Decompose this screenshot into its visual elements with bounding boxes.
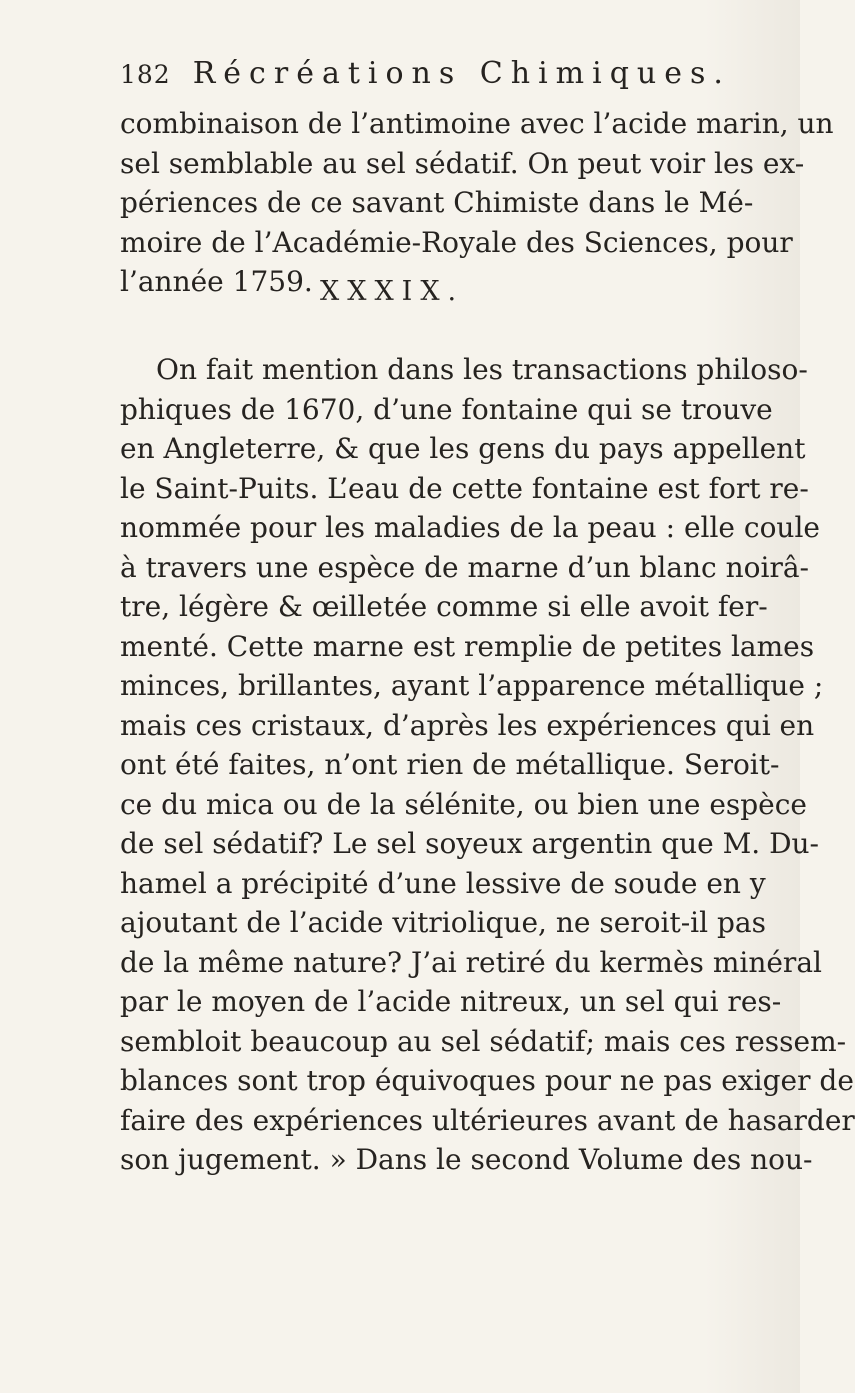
text-line: hamel a précipité d’une lessive de soude en y bbox=[120, 866, 766, 900]
text-line: sel semblable au sel sédatif. On peut voir les ex- bbox=[120, 146, 805, 180]
text-line: périences de ce savant Chimiste dans le Mé- bbox=[120, 186, 754, 219]
text-line: faire des expériences ultérieures avant de hasarder bbox=[120, 1103, 855, 1137]
text-line: le Saint-Puits. L’eau de cette fontaine est fort re- bbox=[120, 471, 809, 505]
text-line: tre, légère & œilletée comme si elle avoit fer- bbox=[120, 590, 768, 623]
text-line: l’année 1759. bbox=[120, 265, 313, 298]
text-line: phiques de 1670, d’une fontaine qui se trouve bbox=[120, 392, 773, 426]
running-title: Récréations Chimiques. bbox=[192, 56, 731, 91]
text-line: son jugement. » Dans le second Volume des nou- bbox=[120, 1143, 813, 1176]
text-line: menté. Cette marne est remplie de petites lames bbox=[120, 629, 815, 663]
text-line: mais ces cristaux, d’après les expériences qui en bbox=[120, 708, 815, 742]
page-number: 182 bbox=[120, 60, 171, 89]
text-line: On fait mention dans les transactions philoso- bbox=[156, 353, 808, 386]
page-header bbox=[120, 56, 740, 96]
top-paragraph bbox=[120, 104, 834, 302]
section-heading: XXXIX. bbox=[320, 276, 465, 307]
text-line: en Angleterre, & que les gens du pays appellent bbox=[120, 432, 806, 465]
text-line: par le moyen de l’acide nitreux, un sel qui res- bbox=[120, 985, 782, 1018]
text-line: ce du mica ou de la sélénite, ou bien une espèce bbox=[120, 787, 807, 821]
text-line: ajoutant de l’acide vitriolique, ne seroit-il pas bbox=[120, 906, 766, 939]
main-paragraph bbox=[120, 350, 855, 1180]
text-line: blances sont trop équivoques pour ne pas exiger de bbox=[120, 1064, 854, 1097]
text-line: ont été faites, n’ont rien de métallique. Seroit- bbox=[120, 748, 780, 781]
text-line: minces, brillantes, ayant l’apparence métallique ; bbox=[120, 669, 824, 702]
text-line: nommée pour les maladies de la peau : elle coule bbox=[120, 511, 820, 544]
text-line: de la même nature? J’ai retiré du kermès minéral bbox=[120, 945, 822, 979]
text-line: de sel sédatif? Le sel soyeux argentin que M. Du- bbox=[120, 827, 820, 860]
text-line: à travers une espèce de marne d’un blanc noirâ- bbox=[120, 550, 809, 584]
text-line: combinaison de l’antimoine avec l’acide marin, un bbox=[120, 107, 834, 140]
text-line: sembloit beaucoup au sel sédatif; mais ces ressem- bbox=[120, 1024, 847, 1058]
text-line: moire de l’Académie-Royale des Sciences, pour bbox=[120, 225, 793, 259]
